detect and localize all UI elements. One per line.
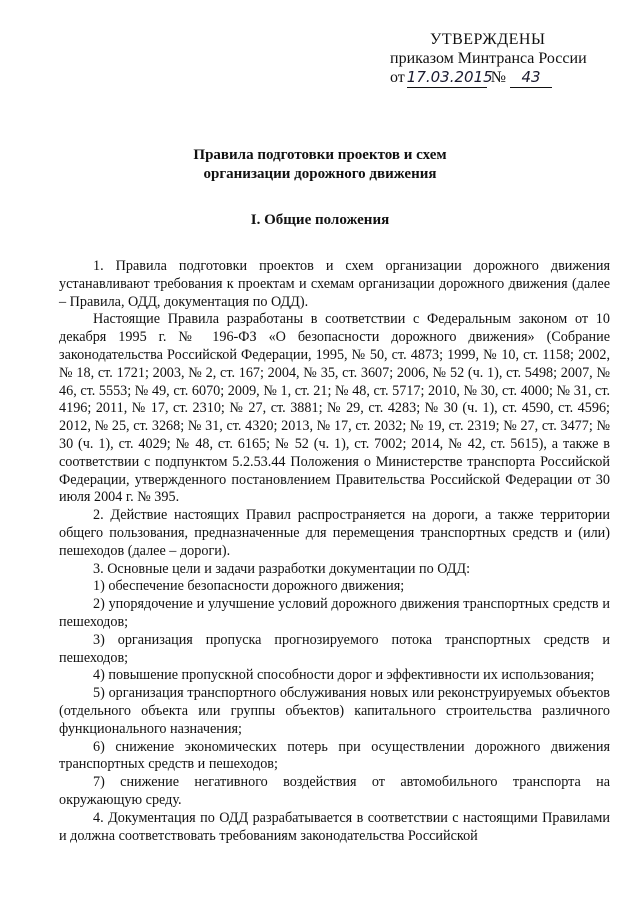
- approval-stamp: [390, 30, 610, 88]
- paragraph: Настоящие Правила разработаны в соответствии с Федеральным законом от 10 декабря 1995 г. № 196-ФЗ «О безопасности дорожного движения» (Собрание законодательства Российской Федерации, 1995, № 50, ст. 4873; 1999, № 10, ст. 1158; 2002, № 18, ст. 1721; 2003, № 2, ст. 167; 2004, № 35, ст. 3607; 2006, № 52 (ч. 1), ст. 5498; 2007, № 46, ст. 5553; № 49, ст. 6070; 2009, № 1, ст. 21; № 48, ст. 5717; 2010, № 30, ст. 4000; № 31, ст. 4196; 2011, № 17, ст. 2310; № 27, ст. 3881; № 29, ст. 4283; № 30 (ч. 1), ст. 4590, ст. 4596; 2012, № 25, ст. 3268; № 31, ст. 4320; 2013, № 17, ст. 2032; № 19, ст. 2319; № 27, ст. 3477; № 30 (ч. 1), ст. 4029; № 48, ст. 6165; № 52 (ч. 1), ст. 7002; 2014, № 42, ст. 5615), а также в соответствии с подпунктом 5.2.53.44 Положения о Министерстве транспорта Российской Федерации, утвержденного постановлением Правительства Российской Федерации от 30 июля 2004 г. № 395.: [59, 311, 610, 506]
- approval-number-handwritten: 43: [510, 68, 552, 88]
- paragraph: 2. Действие настоящих Правил распространяется на дороги, а также территории общего пользования, предназначенные для перемещения транспортных средств и (или) пешеходов (далее – дороги).: [59, 507, 610, 559]
- document-body: [59, 258, 610, 845]
- approval-date-handwritten: 17.03.2015: [406, 68, 493, 86]
- paragraph: 2) упорядочение и улучшение условий дорожного движения транспортных средств и пешеходов;: [59, 596, 610, 630]
- document-title: [60, 146, 580, 184]
- paragraph: 4. Документация по ОДД разрабатывается в соответствии с настоящими Правилами и должна соответствовать требованиям законодательства Российской: [59, 809, 610, 844]
- paragraph: 6) снижение экономических потерь при осуществлении дорожного движения транспортных средств и пешеходов;: [59, 738, 610, 773]
- paragraph: 7) снижение негативного воздействия от автомобильного транспорта на окружающую среду.: [59, 774, 610, 808]
- approval-order-line: приказом Минтранса России: [390, 50, 587, 67]
- paragraph: 5) организация транспортного обслуживания новых или реконструируемых объектов (отдельного объекта или группы объектов) капитального строительства различного функционального назначения;: [59, 685, 610, 737]
- approval-date-row: [390, 68, 610, 88]
- paragraph: 1) обеспечение безопасности дорожного движения;: [93, 578, 405, 595]
- section-heading: I. Общие положения: [250, 212, 390, 228]
- approval-title: УТВЕРЖДЕНЫ: [430, 31, 546, 48]
- document-title-line-2: организации дорожного движения: [203, 166, 437, 182]
- approval-number-prefix: №: [490, 69, 507, 86]
- paragraph: 3) организация пропуска прогнозируемого потока транспортных средств и пешеходов;: [59, 631, 610, 666]
- paragraph: 3. Основные цели и задачи разработки документации по ОДД:: [93, 560, 471, 577]
- paragraph: 4) повышение пропускной способности дорог и эффективности их использования;: [93, 667, 595, 684]
- document-title-line-1: Правила подготовки проектов и схем: [193, 147, 447, 163]
- paragraph: 1. Правила подготовки проектов и схем организации дорожного движения устанавливают требования к проектам и схемам организации дорожного движения (далее – Правила, ОДД, документация по ОДД).: [59, 258, 610, 310]
- approval-date-prefix: от: [390, 69, 405, 86]
